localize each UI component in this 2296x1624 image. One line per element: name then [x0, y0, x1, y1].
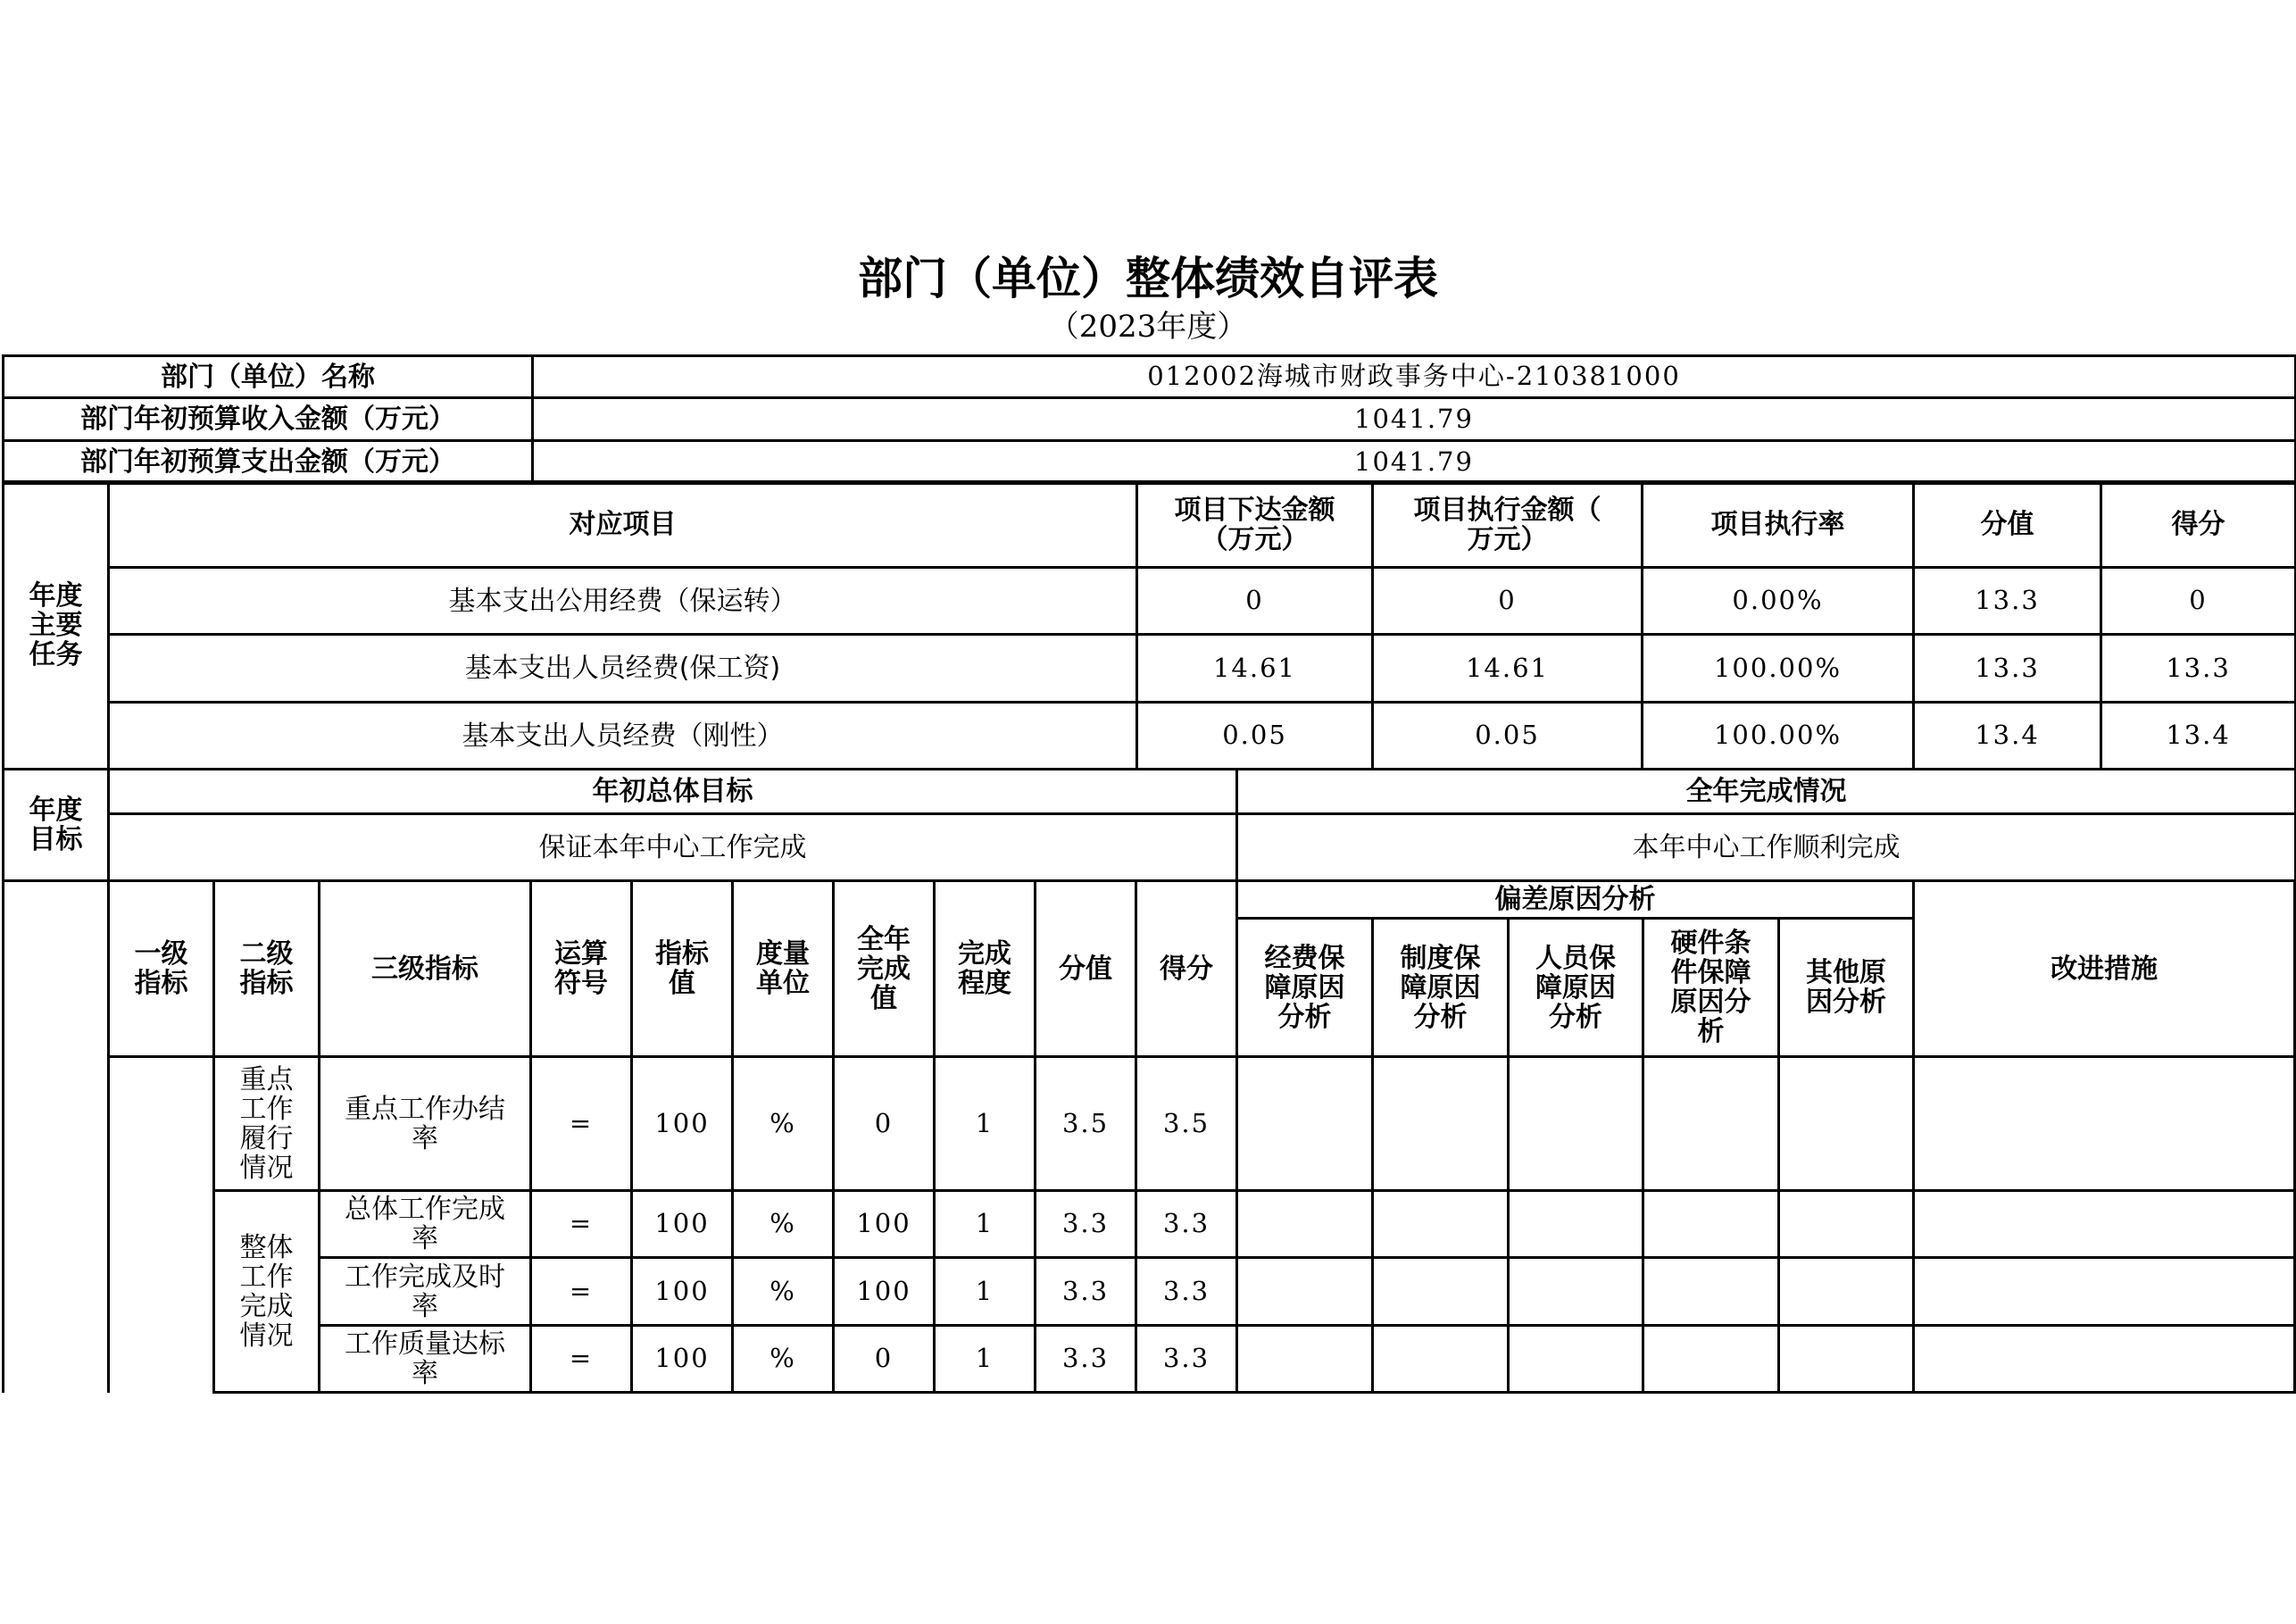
unit-header: 度量 单位 — [733, 881, 834, 1057]
level1-cell — [109, 1057, 214, 1393]
funding-cell — [1237, 1326, 1373, 1393]
hardware-header: 硬件条 件保障 原因分 析 — [1643, 919, 1779, 1057]
initial-goal-header: 年初总体目标 — [109, 770, 1237, 814]
funding-cell — [1237, 1057, 1373, 1191]
improvement-header: 改进措施 — [1914, 881, 2295, 1057]
personnel-cell — [1509, 1326, 1643, 1393]
rate-header: 项目执行率 — [1643, 482, 1914, 568]
personnel-header: 人员保 障原因 分析 — [1509, 919, 1643, 1057]
system-header: 制度保 障原因 分析 — [1373, 919, 1509, 1057]
info-row — [4, 398, 2296, 441]
task-score: 0 — [2101, 568, 2296, 635]
score-header: 得分 — [2101, 482, 2296, 568]
indicator-row — [4, 1191, 2295, 1258]
score-value-header: 分值 — [1914, 482, 2101, 568]
info-label: 部门（单位）名称 — [4, 356, 533, 398]
actual-cell: 0 — [834, 1326, 935, 1393]
indicators-header-row — [4, 881, 2295, 919]
degree-cell: 1 — [935, 1191, 1036, 1258]
info-label: 部门年初预算收入金额（万元） — [4, 398, 533, 441]
system-cell — [1373, 1057, 1509, 1191]
task-rate: 100.00% — [1643, 703, 1914, 770]
funding-cell — [1237, 1258, 1373, 1326]
target-cell: 100 — [632, 1057, 733, 1191]
tasks-side-label: 年度 主要 任务 — [4, 482, 109, 770]
completion-value: 本年中心工作顺利完成 — [1237, 814, 2296, 881]
info-row — [4, 441, 2296, 484]
level3-cell: 重点工作办结 率 — [320, 1057, 531, 1191]
target-cell: 100 — [632, 1258, 733, 1326]
level3-cell: 工作完成及时 率 — [320, 1258, 531, 1326]
task-project: 基本支出人员经费(保工资) — [109, 635, 1137, 703]
indicators-side-blank — [4, 881, 109, 1393]
operator-cell: = — [531, 1057, 632, 1191]
tasks-table — [2, 480, 2296, 882]
info-value: 1041.79 — [533, 441, 2296, 484]
task-score: 13.4 — [2101, 703, 2296, 770]
actual-header: 全年 完成 值 — [834, 881, 935, 1057]
target-cell: 100 — [632, 1326, 733, 1393]
task-score-value: 13.3 — [1914, 635, 2101, 703]
completion-header: 全年完成情况 — [1237, 770, 2296, 814]
info-label: 部门年初预算支出金额（万元） — [4, 441, 533, 484]
operator-header: 运算 符号 — [531, 881, 632, 1057]
task-executed: 14.61 — [1373, 635, 1643, 703]
personnel-cell — [1509, 1258, 1643, 1326]
level2-cell: 整体 工作 完成 情况 — [214, 1191, 320, 1393]
actual-cell: 0 — [834, 1057, 935, 1191]
other-cell — [1779, 1326, 1914, 1393]
hardware-cell — [1643, 1326, 1779, 1393]
actual-cell: 100 — [834, 1258, 935, 1326]
task-executed: 0.05 — [1373, 703, 1643, 770]
target-cell: 100 — [632, 1191, 733, 1258]
score-header: 得分 — [1136, 881, 1237, 1057]
score-value-cell: 3.5 — [1036, 1057, 1136, 1191]
task-executed: 0 — [1373, 568, 1643, 635]
task-rate: 100.00% — [1643, 635, 1914, 703]
info-table — [2, 354, 2296, 485]
improvement-cell — [1914, 1326, 2295, 1393]
system-cell — [1373, 1326, 1509, 1393]
target-header: 指标 值 — [632, 881, 733, 1057]
project-header: 对应项目 — [109, 482, 1137, 568]
funding-cell — [1237, 1191, 1373, 1258]
unit-cell: % — [733, 1057, 834, 1191]
improvement-cell — [1914, 1057, 2295, 1191]
task-issued: 14.61 — [1137, 635, 1373, 703]
task-rate: 0.00% — [1643, 568, 1914, 635]
other-cell — [1779, 1191, 1914, 1258]
level2-header: 二级 指标 — [214, 881, 320, 1057]
level3-header: 三级指标 — [320, 881, 531, 1057]
degree-cell: 1 — [935, 1057, 1036, 1191]
degree-header: 完成 程度 — [935, 881, 1036, 1057]
hardware-cell — [1643, 1191, 1779, 1258]
task-score-value: 13.3 — [1914, 568, 2101, 635]
score-value-header: 分值 — [1036, 881, 1136, 1057]
level1-header: 一级 指标 — [109, 881, 214, 1057]
other-header: 其他原 因分析 — [1779, 919, 1914, 1057]
goals-header-row — [4, 770, 2296, 814]
degree-cell: 1 — [935, 1258, 1036, 1326]
score-value-cell: 3.3 — [1036, 1191, 1136, 1258]
operator-cell: = — [531, 1258, 632, 1326]
other-cell — [1779, 1258, 1914, 1326]
level2-cell: 重点 工作 履行 情况 — [214, 1057, 320, 1191]
executed-header: 项目执行金额（ 万元） — [1373, 482, 1643, 568]
indicator-row — [4, 1258, 2295, 1326]
personnel-cell — [1509, 1057, 1643, 1191]
indicator-row — [4, 1326, 2295, 1393]
score-cell: 3.3 — [1136, 1326, 1237, 1393]
operator-cell: = — [531, 1326, 632, 1393]
degree-cell: 1 — [935, 1326, 1036, 1393]
task-row — [4, 703, 2296, 770]
task-row — [4, 635, 2296, 703]
task-project: 基本支出公用经费（保运转） — [109, 568, 1137, 635]
improvement-cell — [1914, 1191, 2295, 1258]
personnel-cell — [1509, 1191, 1643, 1258]
page-subtitle: （2023年度） — [1048, 309, 1248, 345]
indicator-row — [4, 1057, 2295, 1191]
actual-cell: 100 — [834, 1191, 935, 1258]
score-cell: 3.3 — [1136, 1191, 1237, 1258]
score-value-cell: 3.3 — [1036, 1258, 1136, 1326]
operator-cell: = — [531, 1191, 632, 1258]
funding-header: 经费保 障原因 分析 — [1237, 919, 1373, 1057]
unit-cell: % — [733, 1191, 834, 1258]
improvement-cell — [1914, 1258, 2295, 1326]
task-score: 13.3 — [2101, 635, 2296, 703]
task-issued: 0 — [1137, 568, 1373, 635]
level3-cell: 工作质量达标 率 — [320, 1326, 531, 1393]
unit-cell: % — [733, 1258, 834, 1326]
tasks-header-row — [4, 482, 2296, 568]
initial-goal-value: 保证本年中心工作完成 — [109, 814, 1237, 881]
task-score-value: 13.4 — [1914, 703, 2101, 770]
hardware-cell — [1643, 1057, 1779, 1191]
issued-header: 项目下达金额 （万元） — [1137, 482, 1373, 568]
task-row — [4, 568, 2296, 635]
unit-cell: % — [733, 1326, 834, 1393]
system-cell — [1373, 1191, 1509, 1258]
goals-side-label: 年度 目标 — [4, 770, 109, 881]
goals-value-row — [4, 814, 2296, 881]
info-value: 012002海城市财政事务中心-210381000 — [533, 356, 2296, 398]
score-cell: 3.3 — [1136, 1258, 1237, 1326]
score-value-cell: 3.3 — [1036, 1326, 1136, 1393]
hardware-cell — [1643, 1258, 1779, 1326]
score-cell: 3.5 — [1136, 1057, 1237, 1191]
level3-cell: 总体工作完成 率 — [320, 1191, 531, 1258]
system-cell — [1373, 1258, 1509, 1326]
info-value: 1041.79 — [533, 398, 2296, 441]
page-title: 部门（单位）整体绩效自评表 — [858, 253, 1438, 304]
indicators-table — [2, 879, 2296, 1394]
task-project: 基本支出人员经费（刚性） — [109, 703, 1137, 770]
info-row — [4, 356, 2296, 398]
other-cell — [1779, 1057, 1914, 1191]
task-issued: 0.05 — [1137, 703, 1373, 770]
deviation-header: 偏差原因分析 — [1237, 881, 1914, 919]
